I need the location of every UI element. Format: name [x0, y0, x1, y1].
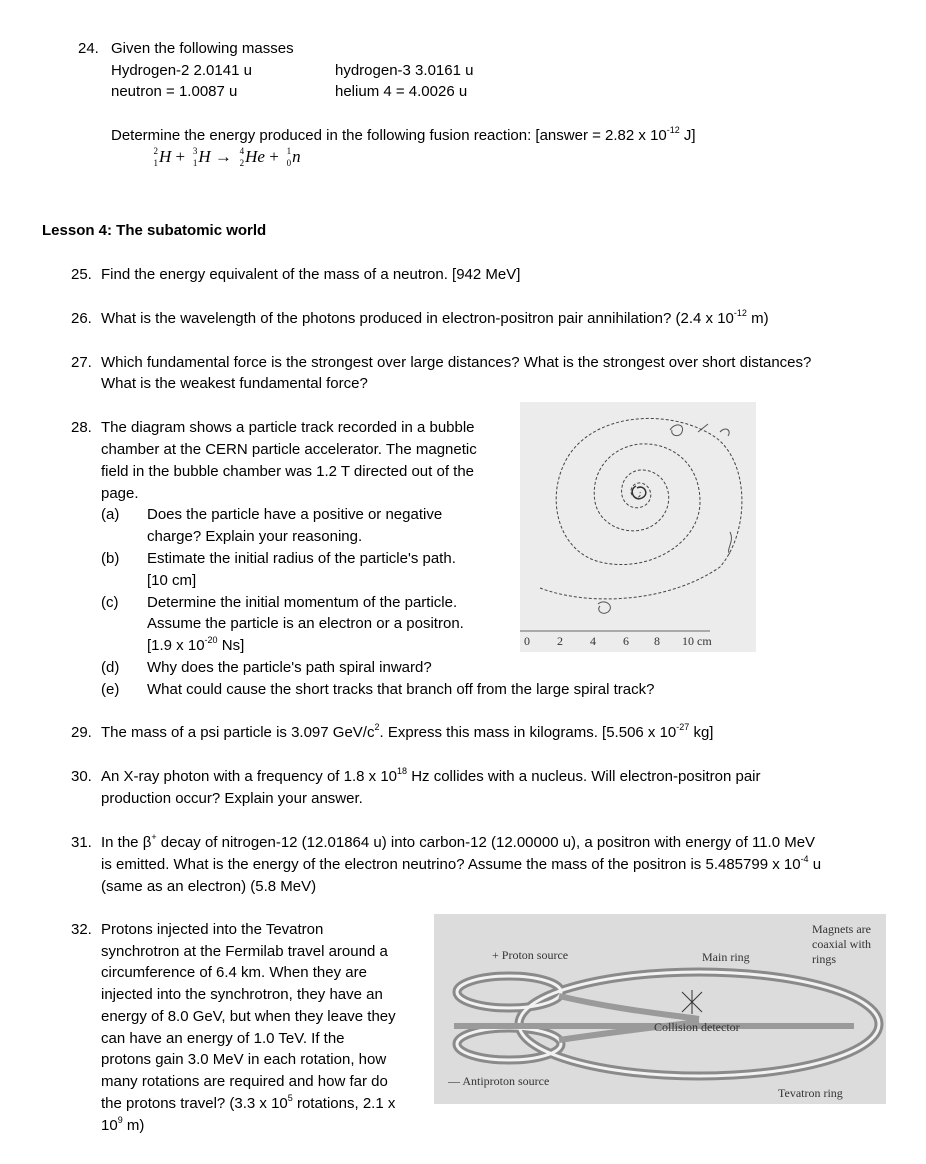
spiral-track-drawing [520, 402, 756, 652]
q28-a-label: (a) [101, 506, 120, 523]
q24-number: 24. [78, 40, 99, 57]
bubble-chamber-figure [520, 402, 756, 652]
tevatron-figure [434, 914, 886, 1104]
lesson-heading: Lesson 4: The subatomic world [42, 222, 267, 239]
scale-6: 6 [623, 634, 629, 648]
q28-b-line1: Estimate the initial radius of the particle's path. [147, 550, 456, 567]
q28-a-line2: charge? Explain your reasoning. [147, 528, 363, 545]
q32-line2: synchrotron at the Fermilab travel around a [101, 943, 388, 960]
q31-line3: (same as an electron) (5.8 MeV) [101, 878, 317, 895]
q32-line5: energy of 8.0 GeV, but when they leave they [101, 1008, 396, 1025]
scale-10cm: 10 cm [682, 634, 712, 648]
q31-line1: In the β+ decay of nitrogen-12 (12.01864 u) into carbon-12 (12.00000 u), a positron with energy of 11.0 MeV [101, 832, 816, 851]
q32-line9: the protons travel? (3.3 x $10^5$ rotations, 2.1 x [101, 1093, 396, 1112]
q27-line2: What is the weakest fundamental force? [101, 375, 368, 392]
fusion-equation: 2 1 H + 3 1 H → 4 2 He + 1 0 n [153, 146, 301, 168]
q28-number: 28. [71, 419, 92, 436]
q27-line1: Which fundamental force is the strongest over large distances? What is the strongest over short distances? [101, 354, 812, 371]
q25-text: Find the energy equivalent of the mass of a neutron. [942 MeV] [101, 266, 521, 283]
q30-number: 30. [71, 768, 92, 785]
scale-0: 0 [524, 634, 530, 648]
q28-a-line1: Does the particle have a positive or negative [147, 506, 443, 523]
scale-4: 4 [590, 634, 596, 648]
q28-line2: chamber at the CERN particle accelerator. The magnetic [101, 441, 477, 458]
q30-line1: An X-ray photon with a frequency of 1.8 x $10^{18}$ Hz collides with a nucleus. Will electron-positron pair [101, 766, 761, 785]
q24-title: Given the following masses [111, 40, 294, 57]
q29-number: 29. [71, 724, 92, 741]
q31-number: 31. [71, 834, 92, 851]
q29-text: The mass of a psi particle is 3.097 GeV/$c^2$. Express this mass in kilograms. [5.506 x $10^{-27}$ kg] [101, 722, 714, 741]
q32-number: 32. [71, 921, 92, 938]
q32-line8: many rotations are required and how far do [101, 1073, 388, 1090]
q28-c-line2: Assume the particle is an electron or a positron. [147, 615, 464, 632]
q26-number: 26. [71, 310, 92, 327]
q32-line4: injected into the synchrotron, they have an [101, 986, 383, 1003]
q32-line3: circumference of 6.4 km. When they are [101, 964, 367, 981]
label-proton-source: + Proton source [492, 948, 569, 962]
q30-line2: production occur? Explain your answer. [101, 790, 363, 807]
q32-line10: $10^9$ m) [101, 1115, 145, 1134]
q28-c-line3: [1.9 x $10^{-20}$ Ns] [147, 635, 245, 654]
q31-line2: is emitted. What is the energy of the electron neutrino? Assume the mass of the positron is 5.485799 x $10^{-4}$ u [101, 854, 822, 873]
q24-prompt: Determine the energy produced in the following fusion reaction: [answer = 2.82 x $10^{-12}$ J] [111, 125, 696, 144]
label-magnets-1: Magnets are [812, 922, 871, 936]
label-main-ring: Main ring [702, 950, 750, 964]
q28-c-label: (c) [101, 594, 119, 611]
label-collision-detector: Collision detector [654, 1020, 740, 1034]
q28-line3: field in the bubble chamber was 1.2 T directed out of the [101, 463, 475, 480]
scale-2: 2 [557, 634, 563, 648]
q28-line4: page. [101, 485, 139, 502]
q26-text: What is the wavelength of the photons produced in electron-positron pair annihilation? (2.4 x $10^{-12}$ m) [101, 308, 769, 327]
q24-mass-he4: helium 4 = 4.0026 u [335, 83, 468, 100]
q24-mass-neutron: neutron = 1.0087 u [111, 83, 238, 100]
q28-e-label: (e) [101, 681, 120, 698]
q28-line1: The diagram shows a particle track recorded in a bubble [101, 419, 475, 436]
q28-d-line1: Why does the particle's path spiral inward? [147, 659, 432, 676]
q32-line6: can have an energy of 1.0 TeV. If the [101, 1030, 345, 1047]
label-magnets-3: rings [812, 952, 836, 966]
q28-d-label: (d) [101, 659, 120, 676]
label-tevatron-ring: Tevatron ring [778, 1086, 843, 1100]
q32-line1: Protons injected into the Tevatron [101, 921, 324, 938]
label-antiproton-source: — Antiproton source [448, 1074, 550, 1088]
label-magnets-2: coaxial with [812, 937, 871, 951]
q28-c-line1: Determine the initial momentum of the particle. [147, 594, 458, 611]
q28-b-label: (b) [101, 550, 120, 567]
q25-number: 25. [71, 266, 92, 283]
q24-mass-h3: hydrogen-3 3.0161 u [335, 62, 474, 79]
q27-number: 27. [71, 354, 92, 371]
q28-e-line1: What could cause the short tracks that branch off from the large spiral track? [147, 681, 655, 698]
q24-mass-h2: Hydrogen-2 2.0141 u [111, 62, 252, 79]
scale-8: 8 [654, 634, 660, 648]
q32-line7: protons gain 3.0 MeV in each rotation, how [101, 1051, 387, 1068]
q28-b-line2: [10 cm] [147, 572, 197, 589]
